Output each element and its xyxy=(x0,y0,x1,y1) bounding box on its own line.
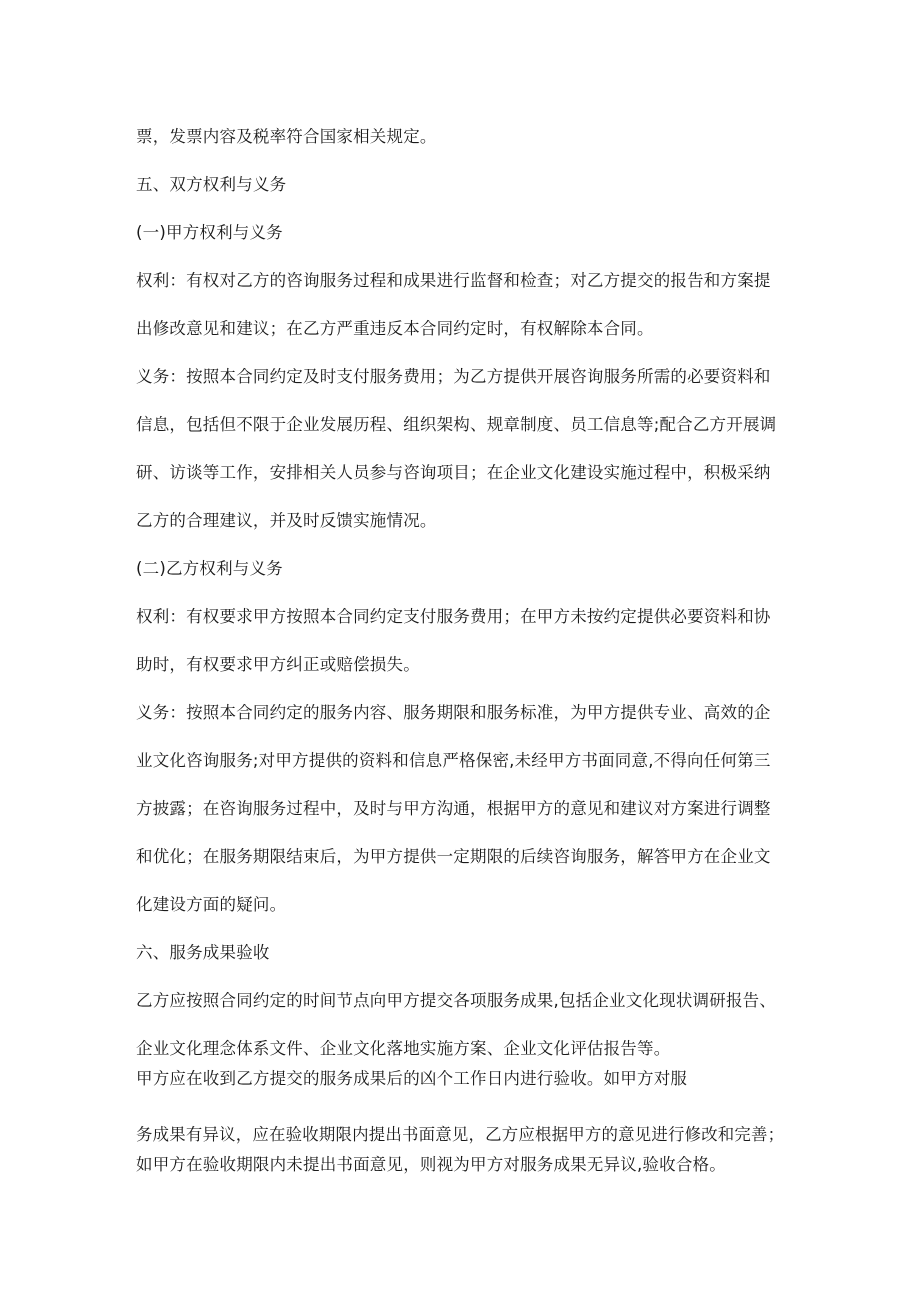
paragraph-line: 甲方应在收到乙方提交的服务成果后的凶个工作日内进行验收。如甲方对服 xyxy=(136,1069,688,1088)
section-heading: 五、双方权利与义务 xyxy=(136,175,287,194)
paragraph-line: 义务：按照本合同约定及时支付服务费用；为乙方提供开展咨询服务所需的必要资料和 xyxy=(136,367,771,386)
paragraph-line: 乙方的合理建议，并及时反馈实施情况。 xyxy=(136,511,437,530)
paragraph-line: 权利：有权要求甲方按照本合同约定支付服务费用；在甲方未按约定提供必要资料和协 xyxy=(136,607,771,626)
paragraph-line: 义务：按照本合同约定的服务内容、服务期限和服务标准，为甲方提供专业、高效的企 xyxy=(136,703,771,722)
paragraph-line: 助时，有权要求甲方纠正或赔偿损失。 xyxy=(136,655,420,674)
paragraph-line: 研、访谈等工作，安排相关人员参与咨询项目；在企业文化建设实施过程中，积极采纳 xyxy=(136,463,771,482)
paragraph-line: 业文化咨询服务;对甲方提供的资料和信息严格保密,未经甲方书面同意,不得向任何第三 xyxy=(136,751,771,770)
section-heading: 六、服务成果验收 xyxy=(136,943,270,962)
paragraph-line: 化建设方面的疑问。 xyxy=(136,895,287,914)
paragraph-line: 如甲方在验收期限内未提出书面意见，则视为甲方对服务成果无异议,验收合格。 xyxy=(136,1155,726,1174)
subsection-heading: (二)乙方权利与义务 xyxy=(136,559,283,578)
paragraph-line: 务成果有异议，应在验收期限内提出书面意见，乙方应根据甲方的意见进行修改和完善； xyxy=(136,1125,785,1144)
paragraph-line: 企业文化理念体系文件、企业文化落地实施方案、企业文化评估报告等。 xyxy=(136,1039,671,1058)
subsection-heading: (一)甲方权利与义务 xyxy=(136,223,283,242)
paragraph-line: 乙方应按照合同约定的时间节点向甲方提交各项服务成果,包括企业文化现状调研报告、 xyxy=(136,991,777,1010)
paragraph-line: 和优化；在服务期限结束后，为甲方提供一定期限的后续咨询服务，解答甲方在企业文 xyxy=(136,847,771,866)
paragraph-line: 方披露；在咨询服务过程中，及时与甲方沟通，根据甲方的意见和建议对方案进行调整 xyxy=(136,799,771,818)
paragraph-line: 出修改意见和建议；在乙方严重违反本合同约定时，有权解除本合同。 xyxy=(136,319,654,338)
paragraph-line: 信息，包括但不限于企业发展历程、组织架构、规章制度、员工信息等;配合乙方开展调 xyxy=(136,415,777,434)
paragraph-line: 权利：有权对乙方的咨询服务过程和成果进行监督和检查；对乙方提交的报告和方案提 xyxy=(136,271,771,290)
paragraph-line: 票，发票内容及税率符合国家相关规定。 xyxy=(136,127,437,146)
